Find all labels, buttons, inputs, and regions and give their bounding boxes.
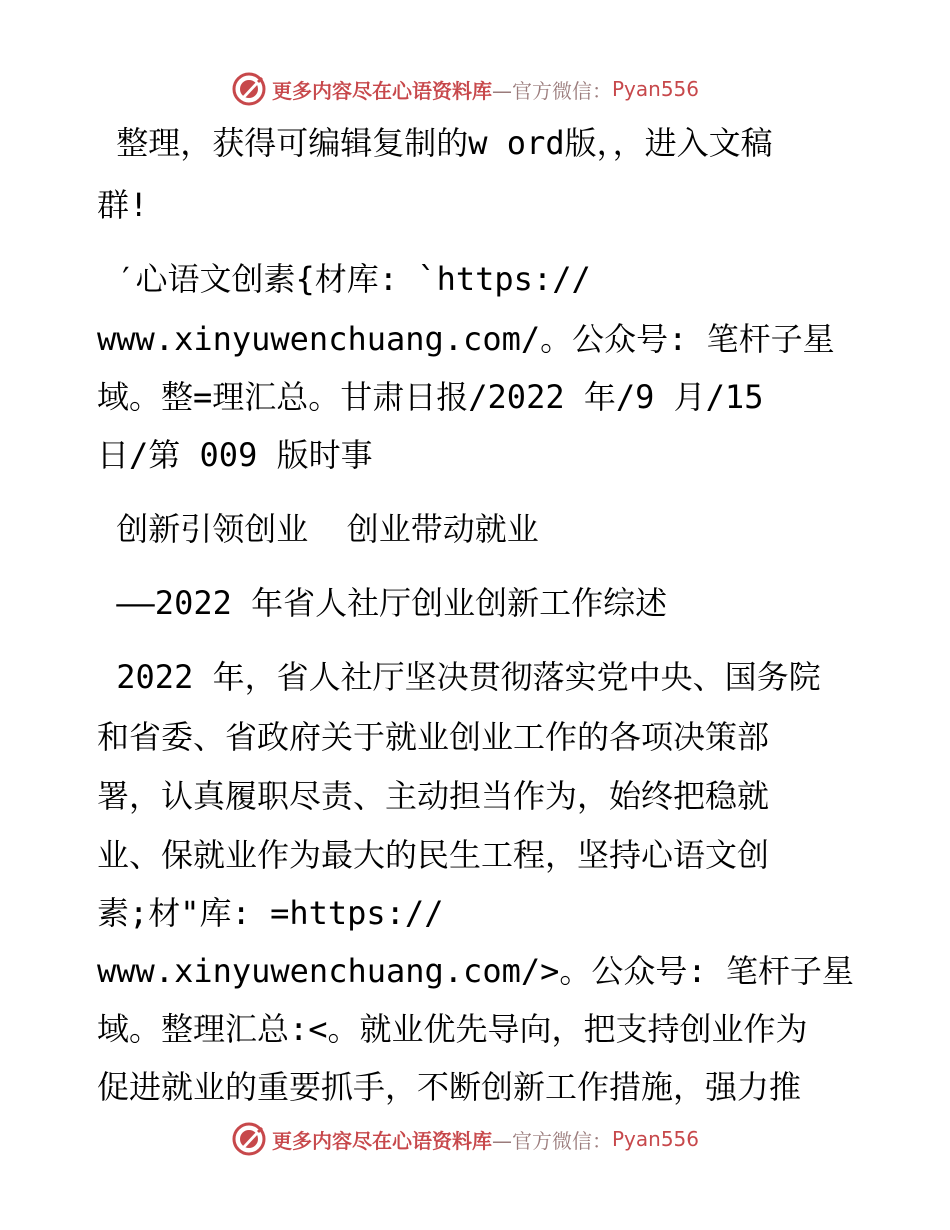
text-line: 素;材"库: =https:// — [97, 894, 444, 932]
banner-site-text: 更多内容尽在心语资料库 — [272, 1128, 492, 1153]
text-line: 和省委、省政府关于就业创业工作的各项决策部 — [97, 718, 770, 756]
pen-logo-icon — [232, 1122, 266, 1156]
text-line: 2022 年，省人社厅坚决贯彻落实党中央、国务院 — [97, 658, 821, 696]
header-watermark-banner — [232, 71, 699, 107]
banner-wechat-id: Pyan556 — [612, 1127, 700, 1151]
text-line: 促进就业的重要抓手，不断创新工作措施，强力推 — [97, 1068, 802, 1106]
banner-official-text: —官方微信： — [492, 78, 612, 103]
pen-logo-icon — [232, 72, 266, 106]
text-line: 业、保就业作为最大的民生工程，坚持心语文创 — [97, 836, 770, 874]
text-line: 群! — [97, 186, 149, 224]
text-line: 创新引领创业 创业带动就业 — [97, 510, 539, 548]
text-line: www.xinyuwenchuang.com/。公众号: 笔杆子星 — [97, 320, 835, 358]
text-line: 日/第 009 版时事 — [97, 436, 373, 474]
text-line: 域。整=理汇总。甘肃日报/2022 年/9 月/15 — [97, 378, 764, 416]
footer-watermark-banner — [232, 1121, 699, 1157]
text-line: ——2022 年省人社厅创业创新工作综述 — [97, 584, 668, 622]
banner-official-text: —官方微信： — [492, 1128, 612, 1153]
banner-wechat-id: Pyan556 — [612, 77, 700, 101]
banner-site-text: 更多内容尽在心语资料库 — [272, 78, 492, 103]
text-line: ′心语文创素{材库: `https:// — [97, 260, 591, 298]
text-line: 域。整理汇总:<。就业优先导向，把支持创业作为 — [97, 1010, 808, 1048]
text-line: www.xinyuwenchuang.com/>。公众号: 笔杆子星 — [97, 952, 854, 990]
text-line: 整理，获得可编辑复制的w ord版，，进入文稿 — [97, 124, 773, 162]
text-line: 署，认真履职尽责、主动担当作为，始终把稳就 — [97, 777, 770, 815]
